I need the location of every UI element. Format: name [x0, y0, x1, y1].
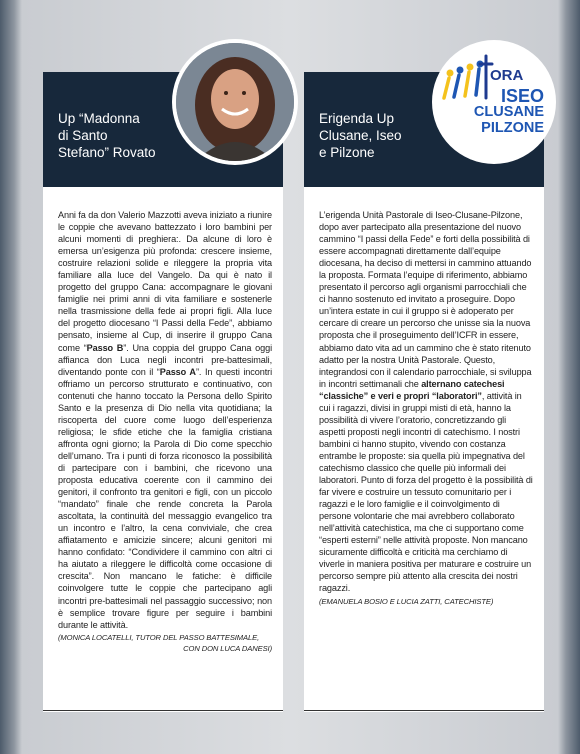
- logo-ora: ORA: [490, 67, 524, 84]
- bold-term: Passo B: [86, 342, 124, 353]
- title-line: Clusane, Iseo: [319, 128, 402, 143]
- bold-term: alternano catechesi “classiche” e veri e propri “laboratori”: [319, 378, 505, 401]
- text-run: Anni fa da don Valerio Mazzotti aveva iniziato a riunire le coppie che avevano battezzato i loro bambini per alcuni momenti di preghiera:. Da alcune di loro è emersa un’esigenza più profonda: crescere insieme, costruire relazioni solide e rileggere la propria vita familiare alla luce del Vangelo. Da qui è nato il progetto del gruppo Cana: accompagnare le giovani famiglie nei primi anni di vita familiare e sostenerle nella trasmissione della fede ai propri figli. Alla luce del progetto diocesano “I Passi della Fede”, abbiamo pensato, insieme al Cup, di inserire il gruppo Cana come “: [58, 210, 272, 353]
- text-run: , attività in cui i ragazzi, divisi in gruppi misti di età, hanno la possibilità di vivere l’oratorio, concretizzando gli aspetti proposti negli incontri di catechismo. I nostri bambini ci hanno stupito, vivendo con costanza entrambe le proposte: sia quella più impegnativa del catechismo classico che quelle più informali dei laboratori. Punto di forza del progetto è la possibilità di far vivere e costruire un tessuto comunitario per i ragazzi e le loro famiglie e il coinvolgimento di persone volontarie che mai avrebbero collaborato nell’attività catechistica, ma che ci supportano come “esperti esterni” nelle attività proposte. Non mancano sicuramente difficoltà e criticità ma cerchiamo di viverle in maniera positiva per maturare e costruire un percorso sempre più attento alla crescita dei nostri ragazzi.: [319, 390, 533, 594]
- title-line: di Santo: [58, 128, 108, 143]
- article-paragraph: [319, 209, 533, 595]
- article-card-iseo: [304, 72, 544, 712]
- title-line: Stefano” Rovato: [58, 145, 156, 160]
- logo-pilzone: PILZONE: [481, 120, 544, 136]
- article-body: [58, 209, 272, 654]
- text-run: ”. Una coppia del gruppo Cana oggi affianca don Luca negli incontri pre-battesimali, diventando ponte con il “: [58, 342, 273, 377]
- portrait-image: [176, 43, 294, 161]
- author-photo: [172, 39, 298, 165]
- card-bottom-rule: [43, 710, 283, 711]
- author-line: (MONICA LOCATELLI, TUTOR DEL PASSO BATTESIMALE,: [58, 632, 260, 642]
- author-credit: [58, 632, 272, 654]
- ora-iseo-clusane-pilzone-logo: [432, 40, 556, 164]
- article-card-rovato: [43, 72, 283, 712]
- card-bottom-rule: [304, 710, 544, 711]
- text-run: L’erigenda Unità Pastorale di Iseo-Clusane-Pilzone, dopo aver partecipato alla presentazione del nuovo cammino “I passi della Fede” e forti della possibilità di essere accompagnati direttamente dall’equipe diocesana, ha deciso di mettersi in cammino attuando la proposta. Formata l’equipe di riferimento, abbiamo presentato il percorso agli organismi parrocchiali che ci hanno sostenuto ed invitato a proseguire. Dopo un’intera estate in cui il gruppo si è adoperato per cercare di creare un percorso che unisse sia la nuova proposta che il proseguimento dell’ICFR in essere, abbiamo dato vita ad un cammino che è stato ritenuto adatto per la nostra Unità Pastorale. Questo, integrandosi con il calendario parrocchiale, si sviluppa in incontri settimanali che: [319, 210, 532, 389]
- article-body: [319, 209, 533, 607]
- author-line: CON DON LUCA DANESI): [183, 643, 272, 653]
- title-line: Erigenda Up: [319, 111, 395, 126]
- logo-iseo: ISEO: [500, 86, 544, 106]
- logo-clusane: CLUSANE: [473, 104, 544, 120]
- text-run: ”. In questi incontri offriamo un percorso strutturato e continuativo, con contenuti che hanno toccato la Persona dello Spirito Santo e la presenza di Dio nella vita quotidiana; la riscoperta del cuore come luogo dell’esperienza religiosa; le sfide etiche che la famiglia cristiana affronta ogni giorno; la Parola di Dio come specchio dell’umano. Tra i punti di forza riconosco la possibilità di partecipare con i bambini, che ricevono una proposta educativa coerente con il cammino dei genitori, il confronto tra genitori e figli, con un piccolo “mandato” finale che rende concreta la Parola ascoltata, la continuità del messaggio evangelico tra un incontro e l’altro, la cena conviviale, che crea affiatamento e amicizie sincere; alcuni genitori mi hanno confidato: “Condividere il cammino con altri ci ha aiutato a rileggere le difficoltà come occasione di crescita”. Non mancano le fatiche: è difficile coinvolgere tutte le coppie che partecipano agli incontri pre-battesimali nel passaggio successivo; non è semplice trovare figure per seguire i bambini durante le attività.: [58, 366, 272, 630]
- portrait-illustration: [176, 43, 294, 161]
- author-credit: (EMANUELA BOSIO E LUCIA ZATTI, CATECHISTE): [319, 596, 494, 606]
- title-line: Up “Madonna: [58, 111, 140, 126]
- bold-term: Passo A: [159, 366, 196, 377]
- article-paragraph: [58, 209, 272, 631]
- title-line: e Pilzone: [319, 145, 375, 160]
